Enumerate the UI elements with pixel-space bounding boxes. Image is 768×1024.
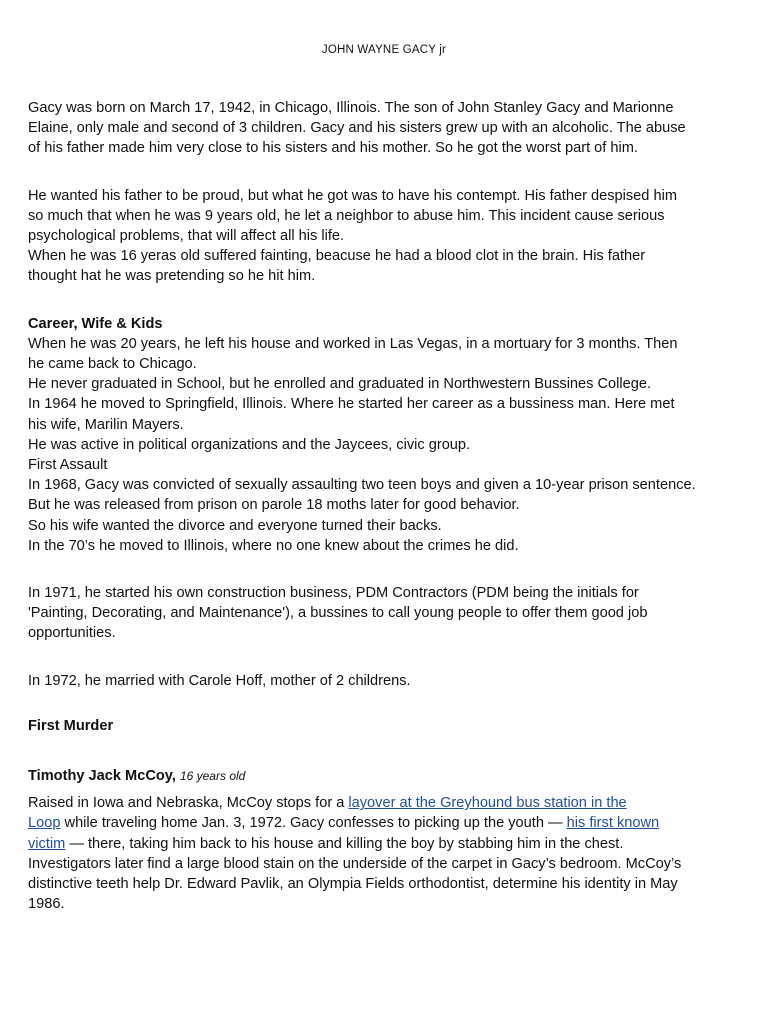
text-line: psychological problems, that will affect all his life. (28, 228, 345, 245)
text-line: so much that when he was 9 years old, he let a neighbor to abuse him. This incident cause serious (28, 207, 665, 224)
paragraph-business (28, 583, 750, 644)
text-line: thought hat he was pretending so he hit him. (28, 268, 316, 285)
paragraph-birth (28, 98, 750, 159)
section-heading-first-murder: First Murder (28, 718, 114, 734)
section-heading-career: Career, Wife & Kids (28, 315, 163, 332)
text-line: When he was 20 years, he left his house and worked in Las Vegas, in a mortuary for 3 months. Then (28, 335, 678, 352)
text-line: He wanted his father to be proud, but what he got was to have his contempt. His father despised him (28, 187, 677, 204)
text-line (28, 813, 750, 833)
text-segment: — there, taking him back to his house and killing the boy by stabbing him in the chest. (65, 835, 624, 852)
document-title: JOHN WAYNE GACY jr (321, 44, 447, 56)
text-line: In 1964 he moved to Springfield, Illinois. Where he started her career as a bussiness man. Here met (28, 396, 675, 413)
text-line (28, 793, 750, 813)
paragraph-marriage (28, 671, 750, 691)
link-greyhound-layover-cont[interactable]: Loop (28, 815, 61, 832)
text-line: But he was released from prison on parole 18 moths later for good behavior. (28, 497, 520, 514)
text-line: opportunities. (28, 625, 116, 642)
text-line: First Assault (28, 457, 108, 474)
text-line: He never graduated in School, but he enrolled and graduated in Northwestern Bussines College. (28, 376, 652, 393)
text-line: Investigators later find a large blood stain on the underside of the carpet in Gacy’s bedroom. McCoy’s (28, 855, 682, 872)
victim-age: 16 years old (179, 769, 246, 783)
document-body (28, 98, 750, 691)
text-line: distinctive teeth help Dr. Edward Pavlik, an Olympia Fields orthodontist, determine his identity in May (28, 876, 678, 893)
text-line: In 1971, he started his own construction business, PDM Contractors (PDM being the initials for (28, 585, 639, 602)
text-line: He was active in political organizations and the Jaycees, civic group. (28, 436, 471, 453)
text-line: Gacy was born on March 17, 1942, in Chicago, Illinois. The son of John Stanley Gacy and Marionne (28, 100, 674, 116)
text-line: his wife, Marilin Mayers. (28, 416, 184, 433)
text-line: In 1972, he married with Carole Hoff, mother of 2 childrens. (28, 672, 411, 689)
victim-entry (28, 766, 750, 914)
paragraph-father (28, 186, 750, 287)
text-line: In the 70’s he moved to Illinois, where no one knew about the crimes he did. (28, 537, 519, 554)
text-line: In 1968, Gacy was convicted of sexually assaulting two teen boys and given a 10-year prison sentence. (28, 477, 696, 494)
victim-header (28, 766, 750, 786)
link-greyhound-layover[interactable]: layover at the Greyhound bus station in the (348, 795, 627, 812)
link-first-known-victim[interactable]: his first known (566, 815, 660, 832)
section-first-murder (28, 716, 750, 736)
link-first-known-victim-cont[interactable]: victim (28, 835, 66, 852)
section-career (28, 314, 750, 556)
text-line: So his wife wanted the divorce and everyone turned their backs. (28, 517, 442, 534)
text-segment: while traveling home Jan. 3, 1972. Gacy confesses to picking up the youth — (60, 815, 567, 832)
text-line: of his father made him very close to his sisters and his mother. So he got the worst part of him. (28, 140, 638, 157)
text-line: 'Painting, Decorating, and Maintenance'), a bussines to call young people to offer them good job (28, 605, 648, 622)
text-line: Elaine, only male and second of 3 children. Gacy and his sisters grew up with an alcoholic. The abuse (28, 120, 686, 137)
text-line: When he was 16 yeras old suffered fainting, beacuse he had a blood clot in the brain. His father (28, 248, 646, 265)
victim-name: Timothy Jack McCoy, (28, 768, 176, 784)
victim-description (28, 793, 750, 914)
text-line: he came back to Chicago. (28, 356, 197, 373)
text-line: 1986. (28, 896, 65, 913)
text-segment: Raised in Iowa and Nebraska, McCoy stops for a (28, 795, 349, 812)
text-line (28, 834, 750, 854)
